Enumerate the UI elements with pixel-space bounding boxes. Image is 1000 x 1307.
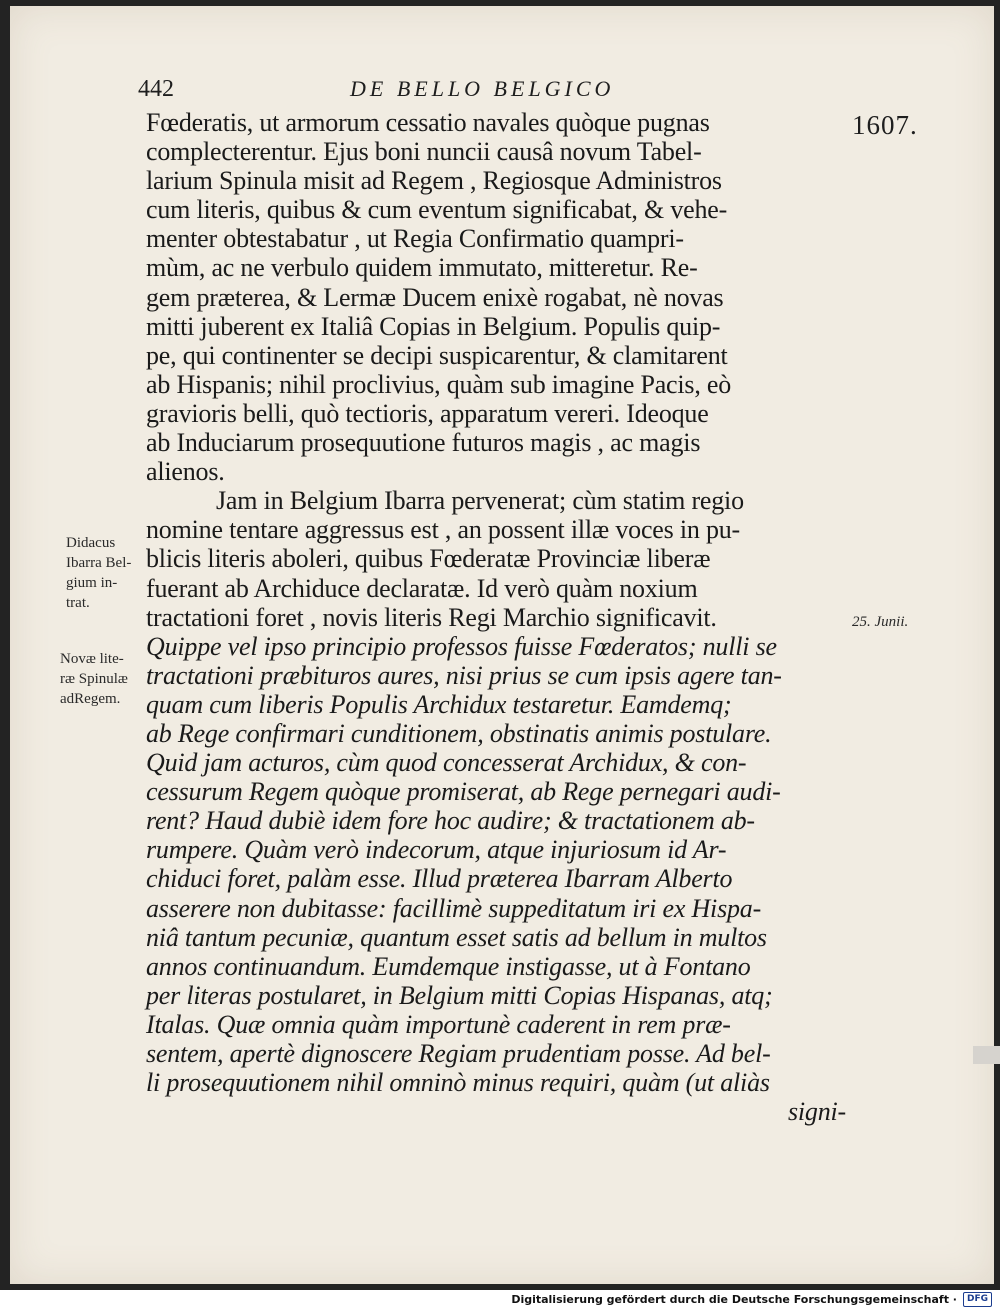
body-line: menter obtestabatur , ut Regia Confirmatio quampri- [146, 224, 684, 254]
page-number: 442 [138, 76, 174, 102]
body-line: tractationi foret , novis literis Regi Marchio significavit. [146, 602, 717, 632]
body-line: niâ tantum pecuniæ, quantum esset satis ad bellum in multos [146, 922, 767, 952]
body-line: mùm, ac ne verbulo quidem immutato, mitteretur. Re- [146, 253, 698, 283]
scan-smudge [973, 1046, 1000, 1064]
footer-credit [511, 1291, 992, 1307]
body-line: Quid jam acturos, cùm quod concesserat Archidux, & con- [146, 748, 747, 778]
margin-note-line: ræ Spinulæ [60, 671, 128, 687]
body-line: ab Hispanis; nihil proclivius, quàm sub imagine Pacis, eò [146, 369, 732, 399]
body-line: cum literis, quibus & cum eventum significabat, & vehe- [146, 195, 728, 225]
book-page [10, 6, 994, 1284]
body-line: gem præterea, & Lermæ Ducem enixè rogabat, nè novas [146, 282, 724, 312]
body-line: alienos. [146, 457, 225, 487]
body-line: annos continuandum. Eumdemque instigasse, ut à Fontano [146, 951, 751, 981]
body-line: Jam in Belgium Ibarra pervenerat; cùm statim regio [216, 486, 744, 516]
body-line: chiduci foret, palàm esse. Illud præterea Ibarram Alberto [146, 864, 733, 894]
margin-note-didacus [66, 533, 131, 613]
year-marginal: 1607. [852, 110, 918, 140]
body-line: asserere non dubitasse: facillimè suppeditatum iri ex Hispa- [146, 893, 762, 923]
body-line: Fœderatis, ut armorum cessatio navales quòque pugnas [146, 108, 710, 137]
body-line: larium Spinula misit ad Regem , Regiosque Administros [146, 166, 722, 196]
margin-note-line: Ibarra Bel- [66, 555, 132, 571]
body-line: complecterentur. Ejus boni nuncii causâ novum Tabel- [146, 137, 702, 167]
body-line: sentem, apertè dignoscere Regiam prudentiam posse. Ad bel- [146, 1039, 771, 1068]
body-line: ab Induciarum prosequutione futuros magis , ac magis [146, 428, 701, 458]
body-line: Italas. Quæ omnia quàm importunè caderent in rem præ- [146, 1009, 731, 1039]
margin-note-line: trat. [66, 595, 90, 611]
footer-credit-text: Digitalisierung gefördert durch die Deutsche Forschungsgemeinschaft · [511, 1292, 957, 1306]
body-line: per literas postularet, in Belgium mitti Copias Hispanas, atq; [146, 980, 773, 1010]
body-line: nomine tentare aggressus est , an possent illæ voces in pu- [146, 515, 741, 545]
date-marginal: 25. Junii. [852, 614, 909, 630]
dfg-logo: DFG [963, 1292, 992, 1307]
margin-note-novae-literae [60, 649, 128, 709]
body-line: li prosequutionem nihil omninò minus requiri, quàm (ut aliàs [146, 1068, 770, 1098]
margin-note-line: Novæ lite- [60, 651, 124, 667]
margin-note-line: gium in- [66, 575, 118, 591]
body-line: blicis literis aboleri, quibus Fœderatæ Provinciæ liberæ [146, 544, 711, 574]
body-line: pe, qui continenter se decipi suspicarentur, & clamitarent [146, 340, 728, 370]
running-head: DE BELLO BELGICO [350, 76, 615, 101]
body-line: gravioris belli, quò tectioris, apparatum vereri. Ideoque [146, 398, 709, 428]
body-line: quam cum liberis Populis Archidux testaretur. Eamdemq; [146, 689, 732, 719]
body-line: rent? Haud dubiè idem fore hoc audire; & tractationem ab- [146, 806, 755, 836]
body-line: Quippe vel ipso principio professos fuisse Fœderatos; nulli se [146, 631, 777, 661]
margin-note-line: adRegem. [60, 691, 121, 707]
margin-note-line: Didacus [66, 535, 116, 551]
body-line: cessurum Regem quòque promiserat, ab Rege pernegari audi- [146, 777, 781, 807]
body-line: rumpere. Quàm verò indecorum, atque injuriosum id Ar- [146, 835, 727, 865]
body-text [146, 108, 846, 1126]
body-line: signi- [787, 1097, 846, 1127]
body-line: tractationi præbituros aures, nisi prius se cum ipsis agere tan- [146, 660, 782, 690]
body-line: ab Rege confirmari cunditionem, obstinatis animis postulare. [146, 718, 772, 748]
body-line: mitti juberent ex Italiâ Copias in Belgium. Populis quip- [146, 311, 721, 341]
body-line: fuerant ab Archiduce declaratæ. Id verò quàm noxium [146, 573, 698, 603]
